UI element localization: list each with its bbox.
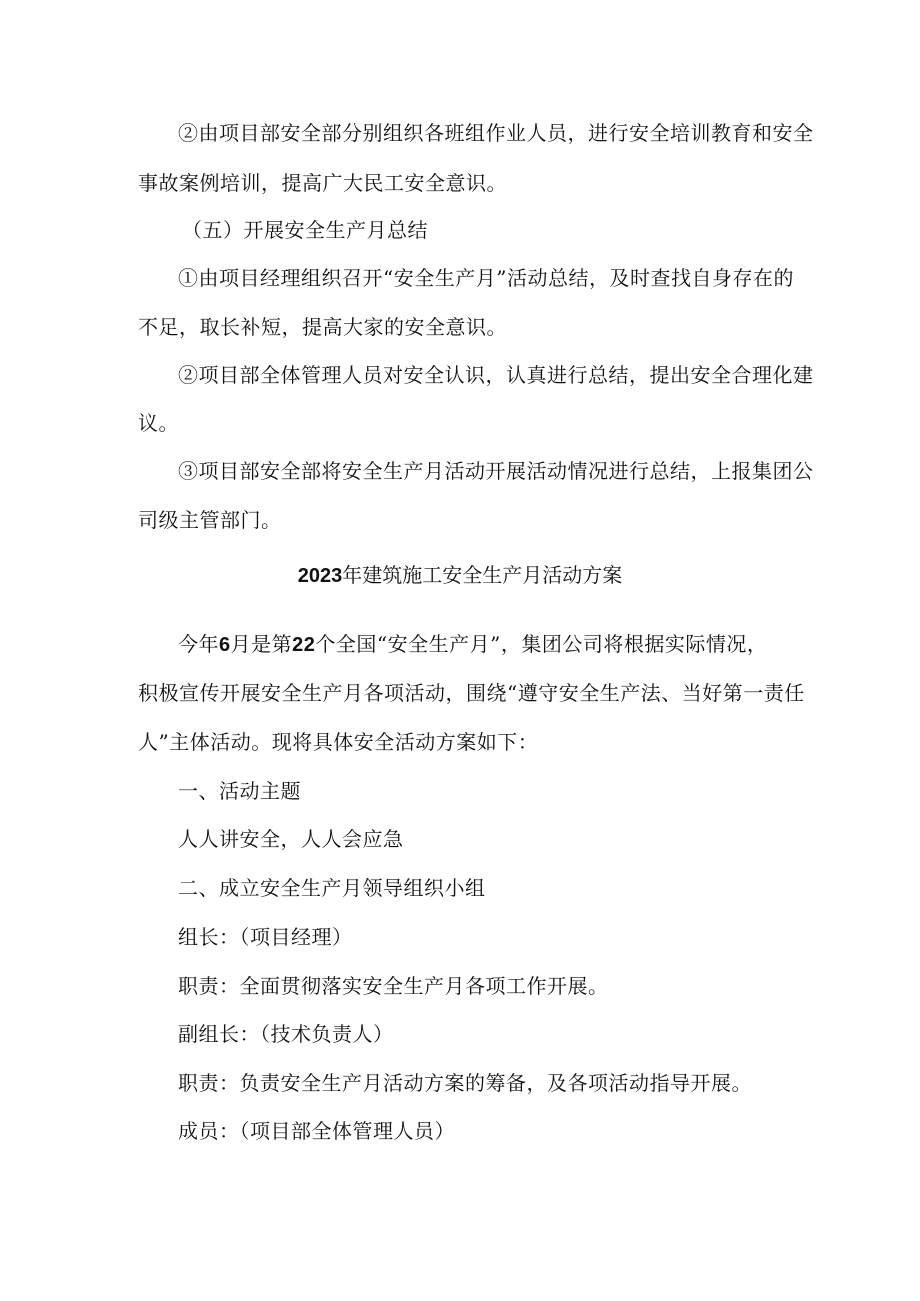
- section-heading: （五）开展安全生产月总结: [182, 218, 428, 242]
- intro-line: 人”主体活动。现将具体安全活动方案如下：: [138, 730, 539, 754]
- intro-line: [178, 632, 767, 657]
- section-line: 职责：负责安全生产月活动方案的筹备，及各项活动指导开展。: [178, 1071, 752, 1095]
- section-heading: 二、成立安全生产月领导组织小组: [178, 876, 486, 900]
- intro-text: 月是第: [230, 632, 293, 656]
- intro-line: 积极宣传开展安全生产月各项活动，围绕“遵守安全生产法、当好第一责任: [138, 681, 805, 705]
- intro-number: 22: [292, 634, 316, 656]
- section-heading: 一、活动主题: [178, 779, 301, 803]
- section-line: 副组长：（技术负责人）: [178, 1022, 394, 1046]
- section-line: 职责：全面贯彻落实安全生产月各项工作开展。: [178, 974, 609, 998]
- intro-text: 个全国“安全生产月”，集团公司将根据实际情况，: [315, 632, 768, 656]
- section-line: 成员：（项目部全体管理人员）: [178, 1119, 455, 1143]
- title-year: 2023: [297, 565, 343, 587]
- section-line: 组长：（项目经理）: [178, 925, 353, 949]
- paragraph-line: 司级主管部门。: [138, 508, 282, 532]
- paragraph-line: 不足，取长补短，提高大家的安全意识。: [138, 315, 507, 339]
- paragraph-line: 事故案例培训，提高广大民工安全意识。: [138, 171, 507, 195]
- paragraph-line: 议。: [138, 411, 179, 435]
- document-title: [0, 563, 920, 588]
- title-text: 年建筑施工安全生产月活动方案: [342, 563, 623, 587]
- section-line: 人人讲安全，人人会应急: [178, 827, 404, 851]
- intro-text: 今年: [178, 632, 219, 656]
- paragraph-line: ①由项目经理组织召开“安全生产月”活动总结，及时查找自身存在的: [178, 266, 794, 290]
- paragraph-line: ②项目部全体管理人员对安全认识，认真进行总结，提出安全合理化建: [178, 363, 814, 387]
- intro-number: 6: [219, 634, 231, 656]
- paragraph-line: ③项目部安全部将安全生产月活动开展活动情况进行总结，上报集团公: [178, 459, 814, 483]
- paragraph-line: ②由项目部安全部分别组织各班组作业人员，进行安全培训教育和安全: [178, 121, 814, 145]
